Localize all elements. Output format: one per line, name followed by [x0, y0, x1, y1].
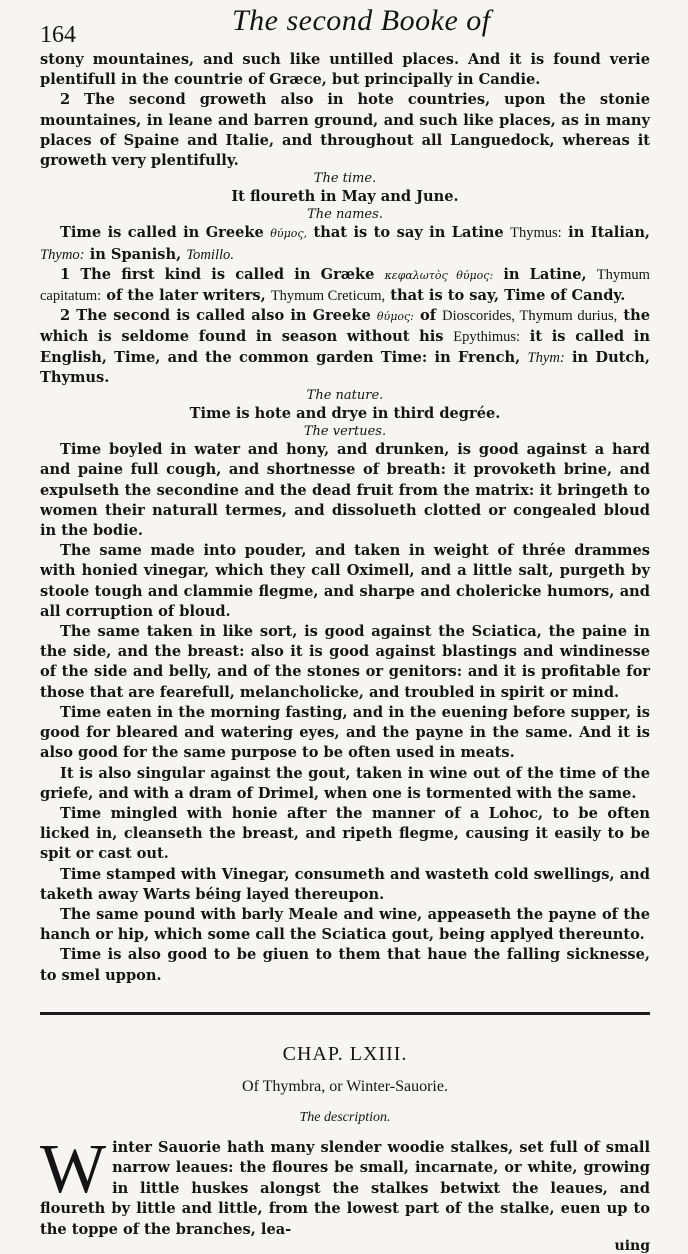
- paragraph-habitat-1: stony mountaines, and such like untilled places. And it is found verie plentifull in the countrie of Græce, but principally in Candie.: [40, 51, 650, 89]
- paragraph-names-1: [40, 223, 650, 264]
- paragraph-names-3: [40, 306, 650, 388]
- names-1-ital1: Thymo:: [40, 246, 85, 263]
- paragraph-vertues-5: It is also singular against the gout, taken in wine out of the time of the griefe, and with a dram of Drimel, when one is tormented with the same.: [40, 764, 650, 802]
- names-1b: that is to say in Latine: [313, 224, 504, 242]
- section-heading-time: The time.: [313, 171, 377, 187]
- names-3-ital: Thym:: [527, 349, 565, 366]
- paragraph-vertues-1: Time boyled in water and hony, and drunken, is good against a hard and paine full cough, and shortnesse of breath: it provoketh brine, and expulseth the secondine and the dead fruit from the matrix: it bringeth to women their naturall termes, and dissolueth clotted or congealed bloud in the bodie.: [40, 441, 650, 540]
- names-2-latin1: Thymum capitatum:: [40, 266, 650, 305]
- names-3d: it is called in English, Time, and the common garden Time: in French,: [40, 328, 650, 366]
- names-3-latin2: Epythimus:: [453, 329, 521, 346]
- paragraph-vertues-4: Time eaten in the morning fasting, and in the euening before supper, is good for bleared and watering eyes, and the payne in the same. And it is also good for the same purpose to be often used in meats.: [40, 703, 650, 762]
- drop-cap: W: [40, 1130, 107, 1208]
- chapter-number: CHAP. LXIII.: [282, 1042, 408, 1065]
- paragraph-vertues-2: The same made into pouder, and taken in weight of thrée drammes with honied vinegar, which they call Oximell, and a little salt, purgeth by stoole tough and clammie flegme, and sharpe and cholericke humors, and all corruption of bloud.: [40, 542, 650, 620]
- names-3e: in Dutch, Thymus.: [40, 348, 650, 386]
- names-2a: 1 The first kind is called in Græke: [60, 265, 375, 283]
- paragraph-vertues-7: Time stamped with Vinegar, consumeth and wasteth cold swellings, and taketh away Warts béing layed thereupon.: [40, 865, 650, 903]
- description-paragraph: [40, 1130, 650, 1241]
- names-2b: in Latine,: [503, 265, 587, 283]
- catchword: uing: [614, 1238, 650, 1254]
- chapter-title: Of Thymbra, or Winter-Sauorie.: [242, 1077, 448, 1095]
- main-text: [40, 50, 650, 986]
- names-1-latin: Thymus:: [510, 225, 562, 242]
- running-head: The second Booke of: [232, 4, 491, 37]
- names-3-greek: θύμος:: [376, 310, 414, 324]
- names-1-greek: θύμος,: [270, 227, 308, 241]
- nature-text: Time is hote and drye in third degrée.: [189, 405, 501, 423]
- chapter-divider: [40, 1012, 650, 1015]
- names-3c: the which is seldome found in season without his: [40, 307, 651, 346]
- section-heading-vertues: The vertues.: [303, 424, 387, 440]
- page-header: [40, 0, 650, 50]
- paragraph-vertues-3: The same taken in like sort, is good against the Sciatica, the paine in the side, and the breast: also it is good against blastings and windinesse of the side and belly, and of the stones or genitors: and it is profitable for those that are fearefull, melancholicke, and troubled in spirit or mind.: [40, 623, 650, 701]
- paragraph-habitat-2: 2 The second groweth also in hote countries, upon the stonie mountaines, in leane and barren ground, and such like places, as in many places of Spaine and Italie, and throughout all Languedock, whereas it groweth very plentifully.: [40, 91, 650, 170]
- section-heading-description: The description.: [299, 1109, 391, 1125]
- paragraph-vertues-6: Time mingled with honie after the manner of a Lohoc, to be often licked in, cleanseth the breast, and ripeth flegme, causing it easily to be spit or cast out.: [40, 804, 650, 863]
- section-heading-nature: The nature.: [306, 388, 384, 404]
- names-1d: in Spanish,: [89, 245, 182, 263]
- section-heading-names: The names.: [307, 207, 383, 223]
- names-2c: of the later writers,: [106, 287, 266, 305]
- paragraph-names-2: [40, 265, 650, 306]
- names-2-greek: κεφαλωτὸς θύμος:: [384, 268, 494, 282]
- names-3-latin1: Dioscorides, Thymum durius,: [442, 308, 618, 325]
- time-text: It floureth in May and June.: [231, 188, 459, 206]
- names-2d: that is to say, Time of Candy.: [390, 287, 626, 305]
- names-3a: 2 The second is called also in Greeke: [60, 307, 371, 325]
- paragraph-vertues-8: The same pound with barly Meale and wine, appeaseth the payne of the hanch or hip, which some call the Sciatica gout, being applyed thereunto.: [40, 905, 650, 944]
- page-number: 164: [40, 22, 76, 48]
- description-text: inter Sauorie hath many slender woodie stalkes, set full of small narrow leaues: the floures be small, incarnate, or white, growing in little huskes alongst the stalkes betwixt the leaues, and floureth by little and little, from the lowest part of the stalke, euen up to the toppe of the branches, lea-: [40, 1138, 650, 1238]
- names-3b: of: [420, 307, 437, 325]
- names-1-ital2: Tomillo.: [186, 246, 235, 263]
- names-1c: in Italian,: [568, 224, 651, 242]
- names-1a: Time is called in Greeke: [60, 224, 264, 242]
- names-2-latin2: Thymum Creticum,: [270, 288, 386, 305]
- paragraph-vertues-9: Time is also good to be giuen to them that haue the falling sicknesse, to smel uppon.: [40, 946, 650, 984]
